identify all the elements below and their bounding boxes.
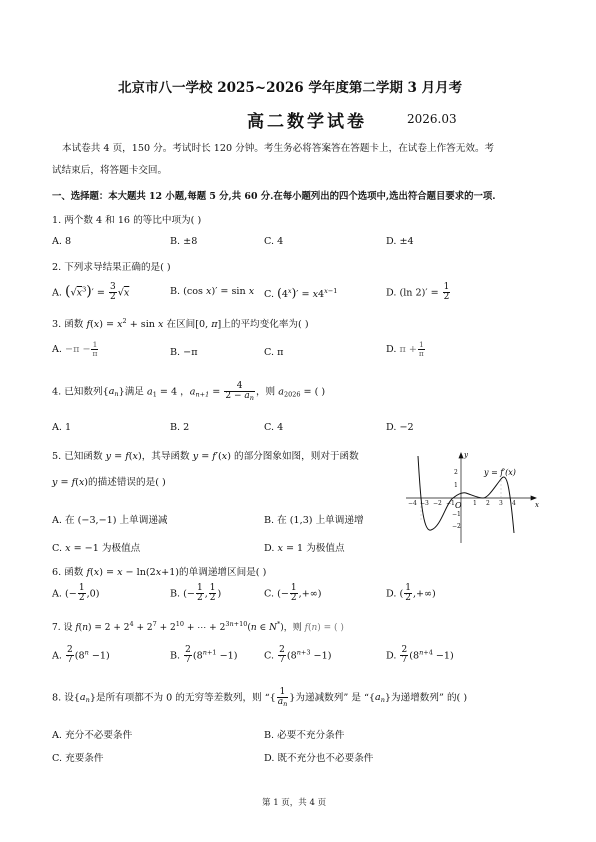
q5-option-c: C. x = −1 为极值点 — [52, 543, 141, 554]
q5-stem-line-2: y = f(x)的描述错误的是( ) — [52, 477, 166, 488]
q5-option-a: A. 在 (−3,−1) 上单调递减 — [52, 515, 168, 526]
q6-stem: 6. 函数 f(x) = x − ln(2x+1)的单调递增区间是( ) — [52, 567, 267, 578]
q2-stem: 2. 下列求导结果正确的是( ) — [52, 262, 171, 273]
graph-x-tick: −4 — [408, 500, 417, 507]
q8-option-d: D. 既不充分也不必要条件 — [264, 753, 374, 764]
q3-stem: 3. 函数 $f(x) = x^2 + \sin x$ 在区间[0, π]上的平均变化率为( ) — [52, 317, 309, 330]
q5-option-d: D. x = 1 为极值点 — [264, 543, 345, 554]
page-footer: 第 1 页，共 4 页 — [262, 798, 327, 808]
q7-option-c: C. $\frac{2}{7}$ $(8^{n+3} -1)$ — [264, 645, 332, 666]
intro-line-1: 本试卷共 4 页，150 分。考试时长 120 分钟。考生务必将答案答在答题卡上，在试卷上作答无效。考 — [62, 143, 495, 154]
exam-date: 2026.03 — [407, 112, 457, 126]
graph-y-label: y — [464, 451, 468, 459]
graph-x-tick: 4 — [512, 500, 516, 507]
q7-stem: 7. 设 $f(n) = 2 + 2^4 + 2^7 + 2^{10}$ + ⋯ + $2^{3n+10}(n$ ∈ N*)，则 f(n) = ( ) — [52, 620, 344, 633]
q1-option-b: B. ±8 — [170, 236, 198, 247]
q3-option-c: C. π — [264, 347, 284, 358]
graph-y-tick: −2 — [452, 523, 461, 530]
q7-option-d: D. $\frac{2}{7}$ $(8^{n+4} -1)$ — [386, 645, 454, 666]
q6-option-c: C. (− $\frac{1}{2}$ ,+∞) — [264, 583, 322, 604]
q4-stem: 4. 已知数列$\{a_n\}$满足 $a_1 = 4$ ，$a_{n+1}$ = $\frac{4}{2 - a_n}$ ，则 $a_{2026}$ = ( ) — [52, 381, 326, 403]
q3-option-a: A. −π − $\frac{1}{\pi}$ — [52, 340, 98, 358]
subject-title: 高二数学试卷 — [247, 112, 367, 132]
graph-function-label: y = f′(x) — [484, 468, 516, 477]
graph-y-tick: 2 — [454, 469, 458, 476]
q6-option-a: A. (− $\frac{1}{2}$ ,0) — [52, 583, 100, 604]
q3-option-b: B. −π — [170, 347, 198, 358]
q1-option-d: D. ±4 — [386, 236, 414, 247]
q4-option-d: D. −2 — [386, 422, 414, 433]
q3-option-d: D. π + $\frac{1}{\pi}$ — [386, 340, 424, 358]
school-title: 北京市八一学校 2025~2026 学年度第二学期 3 月月考 — [118, 80, 463, 96]
section-1-heading: 一、选择题：本大题共 12 小题,每题 5 分,共 60 分.在每小题列出的四个选项中,选出符合题目要求的一项. — [52, 191, 496, 202]
graph-x-tick: 3 — [499, 500, 503, 507]
graph-x-label: x — [535, 501, 539, 509]
q7-option-a: A. $\frac{2}{7}$ $(8^n -1)$ — [52, 645, 110, 666]
q1-option-c: C. 4 — [264, 236, 284, 247]
q8-option-a: A. 充分不必要条件 — [52, 730, 133, 741]
q6-option-d: D. ( $\frac{1}{2}$ ,+∞) — [386, 583, 436, 604]
graph-origin-label: O — [455, 501, 462, 510]
derivative-graph — [396, 448, 546, 548]
q6-option-b: B. (− $\frac{1}{2}$ , $\frac{1}{2}$ ) — [170, 583, 222, 604]
q1-stem: 1. 两个数 4 和 16 的等比中项为( ) — [52, 215, 202, 226]
graph-x-arrow — [531, 496, 536, 500]
q2-option-b: B. (cos x)′ = sin x — [170, 286, 255, 297]
q8-option-c: C. 充要条件 — [52, 753, 104, 764]
q1-option-a: A. 8 — [52, 236, 72, 247]
q2-option-a: A. $(√x^3)'$ = $\frac{3}{2}$ √x — [52, 282, 130, 303]
q4-option-b: B. 2 — [170, 422, 190, 433]
graph-y-arrow — [459, 453, 463, 458]
q2-option-d: D. (ln 2)′ = $\frac{1}{2}$ — [386, 282, 450, 303]
q8-option-b: B. 必要不充分条件 — [264, 730, 345, 741]
q7-option-b: B. $\frac{2}{7}$ $(8^{n+1} -1)$ — [170, 645, 238, 666]
q4-option-a: A. 1 — [52, 422, 72, 433]
q4-option-c: C. 4 — [264, 422, 284, 433]
graph-x-tick: −1 — [446, 500, 455, 507]
graph-x-tick: −2 — [433, 500, 442, 507]
graph-x-tick: −3 — [420, 500, 429, 507]
intro-line-2: 试结束后，将答题卡交回。 — [52, 165, 168, 176]
graph-y-tick: −1 — [452, 511, 461, 518]
graph-x-tick: 2 — [486, 500, 490, 507]
graph-y-tick: 1 — [454, 482, 458, 489]
q5-stem-line-1: 5. 已知函数 y = f(x)，其导函数 y = f′(x) 的部分图象如图，则对于函数 — [52, 451, 359, 462]
q5-option-b: B. 在 (1,3) 上单调递增 — [264, 515, 364, 526]
q2-option-c: C. $(4^x)' = x4^{x-1}$ — [264, 286, 338, 300]
graph-x-tick: 1 — [473, 500, 477, 507]
q8-stem: 8. 设$\{a_n\}$是所有项都不为 0 的无穷等差数列，则 “{ $\frac{1}{a_n}$ }为递减数列” 是 “$\{a_n\}$为递增数列” 的( ) — [52, 687, 468, 709]
